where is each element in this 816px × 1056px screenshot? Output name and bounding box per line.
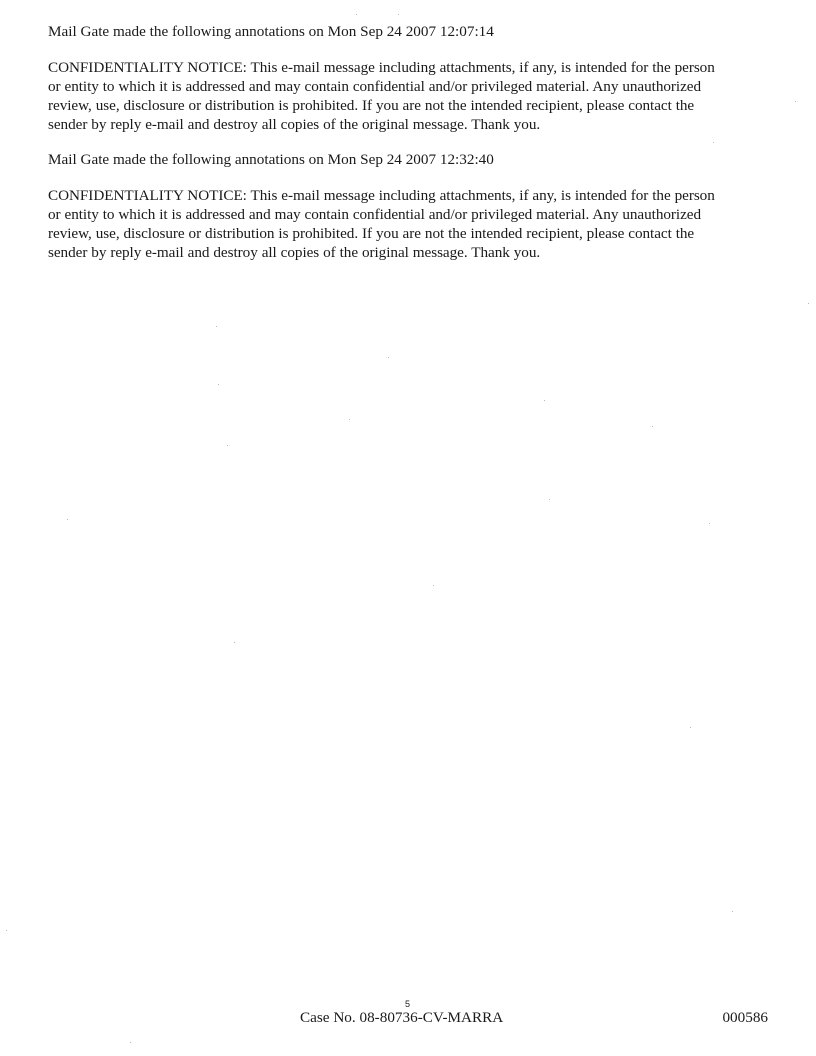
mail-gate-annotation-1: Mail Gate made the following annotations on Mon Sep 24 2007 12:07:14 (48, 23, 494, 40)
bates-number: 000586 (722, 1009, 768, 1026)
scan-speck (549, 499, 550, 500)
scan-speck (433, 585, 434, 586)
notice-2-line-1: CONFIDENTIALITY NOTICE: This e-mail message including attachments, if any, is intended for the person (48, 187, 715, 204)
scan-speck (227, 445, 228, 446)
notice-1-line-2: or entity to which it is addressed and may contain confidential and/or privileged material. Any unauthorized (48, 78, 702, 95)
document-body (48, 22, 770, 278)
scan-speck (349, 419, 350, 420)
scan-speck (234, 642, 235, 643)
scan-speck (732, 911, 733, 912)
notice-2-line-2: or entity to which it is addressed and may contain confidential and/or privileged material. Any unauthorized (48, 206, 702, 223)
confidentiality-notice-2 (48, 186, 770, 262)
notice-1-line-1: CONFIDENTIALITY NOTICE: This e-mail message including attachments, if any, is intended for the person (48, 59, 715, 76)
scan-speck (398, 14, 399, 15)
page-number: 5 (405, 999, 411, 1009)
scan-speck (795, 101, 796, 102)
scan-speck (690, 727, 691, 728)
mail-gate-annotation-2: Mail Gate made the following annotations on Mon Sep 24 2007 12:32:40 (48, 151, 494, 168)
notice-2-line-3: review, use, disclosure or distribution is prohibited. If you are not the intended recipient, please contact the (48, 225, 695, 242)
scan-speck (6, 930, 7, 931)
scan-speck (544, 400, 545, 401)
case-number: Case No. 08-80736-CV-MARRA (300, 1009, 504, 1026)
scan-speck (130, 1042, 131, 1043)
scan-speck (356, 14, 357, 15)
confidentiality-notice-1 (48, 58, 770, 134)
scan-speck (67, 519, 68, 520)
scan-speck (216, 326, 217, 327)
scan-speck (713, 142, 714, 143)
scan-speck (388, 357, 389, 358)
scan-speck (218, 384, 219, 385)
notice-1-line-4: sender by reply e-mail and destroy all copies of the original message. Thank you. (48, 116, 541, 133)
notice-2-line-4: sender by reply e-mail and destroy all copies of the original message. Thank you. (48, 244, 541, 261)
scan-speck (808, 303, 809, 304)
notice-1-line-3: review, use, disclosure or distribution is prohibited. If you are not the intended recipient, please contact the (48, 97, 695, 114)
scan-speck (709, 523, 710, 524)
scan-speck (652, 426, 653, 427)
